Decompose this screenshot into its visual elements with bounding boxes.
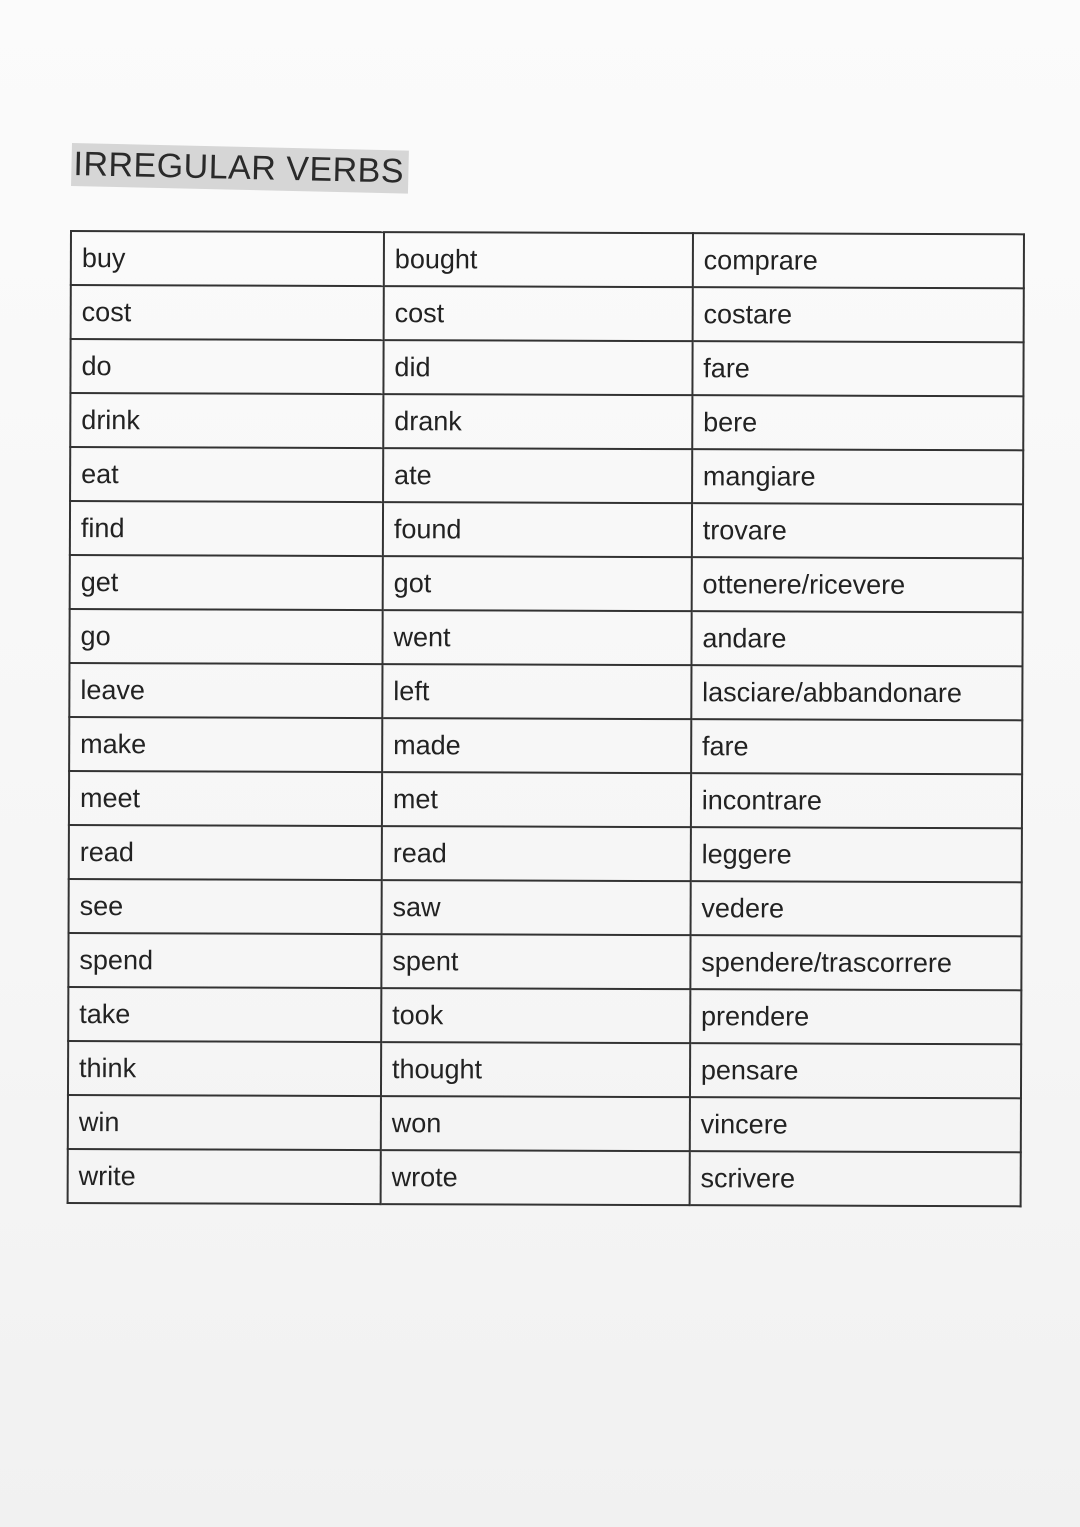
table-row (70, 555, 1023, 612)
base-form-cell: win (68, 1095, 381, 1150)
past-form-cell: saw (381, 880, 690, 935)
base-form-cell: cost (71, 285, 384, 340)
base-form-cell: write (68, 1149, 381, 1204)
page-title: IRREGULAR VERBS (71, 143, 408, 194)
table-row (69, 717, 1022, 774)
table-row (70, 501, 1023, 558)
past-form-cell: took (381, 988, 690, 1043)
translation-cell: mangiare (692, 449, 1023, 504)
verb-table-body (68, 231, 1024, 1206)
past-form-cell: read (382, 826, 691, 881)
base-form-cell: meet (69, 771, 382, 826)
past-form-cell: thought (381, 1042, 690, 1097)
table-row (68, 987, 1021, 1044)
translation-cell: fare (691, 719, 1022, 774)
table-row (70, 447, 1023, 504)
translation-cell: vincere (690, 1097, 1021, 1152)
past-form-cell: got (383, 556, 692, 611)
past-form-cell: spent (381, 934, 690, 989)
translation-cell: leggere (691, 827, 1022, 882)
base-form-cell: eat (70, 447, 383, 502)
table-row (71, 285, 1024, 342)
past-form-cell: met (382, 772, 691, 827)
table-row (68, 1095, 1021, 1152)
table-row (70, 393, 1023, 450)
past-form-cell: made (382, 718, 691, 773)
past-form-cell: bought (384, 232, 693, 287)
base-form-cell: do (70, 339, 383, 394)
base-form-cell: buy (71, 231, 384, 286)
base-form-cell: make (69, 717, 382, 772)
past-form-cell: left (382, 664, 691, 719)
past-form-cell: did (383, 340, 692, 395)
translation-cell: fare (692, 341, 1023, 396)
past-form-cell: ate (383, 448, 692, 503)
translation-cell: bere (692, 395, 1023, 450)
base-form-cell: see (69, 879, 382, 934)
past-form-cell: went (382, 610, 691, 665)
past-form-cell: found (383, 502, 692, 557)
translation-cell: ottenere/ricevere (691, 557, 1022, 612)
table-row (68, 933, 1021, 990)
past-form-cell: won (381, 1096, 690, 1151)
translation-cell: prendere (690, 989, 1021, 1044)
base-form-cell: take (68, 987, 381, 1042)
base-form-cell: leave (69, 663, 382, 718)
past-form-cell: wrote (381, 1150, 690, 1205)
base-form-cell: get (70, 555, 383, 610)
table-row (68, 1041, 1021, 1098)
translation-cell: comprare (693, 233, 1024, 288)
table-row (70, 339, 1023, 396)
translation-cell: pensare (690, 1043, 1021, 1098)
table-row (69, 825, 1022, 882)
translation-cell: incontrare (691, 773, 1022, 828)
base-form-cell: spend (68, 933, 381, 988)
base-form-cell: go (69, 609, 382, 664)
translation-cell: vedere (690, 881, 1021, 936)
table-row (71, 231, 1024, 288)
translation-cell: costare (692, 287, 1023, 342)
table-row (69, 771, 1022, 828)
table-row (68, 1149, 1021, 1206)
translation-cell: trovare (692, 503, 1023, 558)
base-form-cell: read (69, 825, 382, 880)
past-form-cell: cost (384, 286, 693, 341)
past-form-cell: drank (383, 394, 692, 449)
translation-cell: spendere/trascorrere (690, 935, 1021, 990)
translation-cell: andare (691, 611, 1022, 666)
table-row (69, 879, 1022, 936)
base-form-cell: drink (70, 393, 383, 448)
table-row (69, 663, 1022, 720)
table-row (69, 609, 1022, 666)
verb-table (67, 230, 1025, 1207)
translation-cell: lasciare/abbandonare (691, 665, 1022, 720)
base-form-cell: think (68, 1041, 381, 1096)
base-form-cell: find (70, 501, 383, 556)
translation-cell: scrivere (689, 1151, 1020, 1206)
